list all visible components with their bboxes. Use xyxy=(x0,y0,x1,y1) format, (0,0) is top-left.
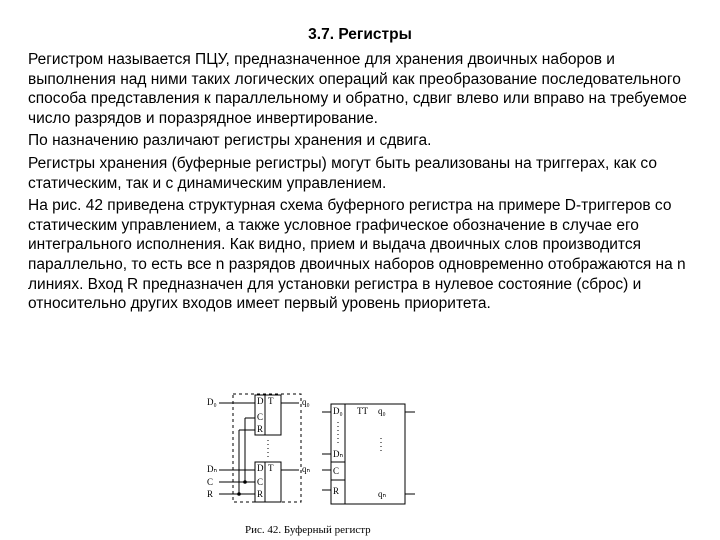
ff-bottom-t-label: T xyxy=(268,463,274,473)
symbol-tt-label: TT xyxy=(357,406,368,416)
symbol-r-label: R xyxy=(333,486,340,496)
ff-top-r-label: R xyxy=(257,424,264,434)
paragraph-definition: Регистром называется ПЦУ, предназначенное для хранения двоичных наборов и выполнения над ними таких логических операций как преобразование последовательного способа представления к параллельному и обратно, сдвиг влево или вправо на требуемое число разрядов и поразрядное инвертирование. xyxy=(28,51,687,127)
symbol-q0-label: q₀ xyxy=(378,406,386,416)
page-title: 3.7. Регистры xyxy=(308,26,412,43)
input-dn-label: Dₙ xyxy=(207,464,218,474)
output-q0-label: q₀ xyxy=(302,397,310,407)
paragraph-storage-registers: Регистры хранения (буферные регистры) могут быть реализованы на триггерах, как со статическим, так и с динамическим управлением. xyxy=(28,154,657,192)
symbol-dn-label: Dₙ xyxy=(333,449,344,459)
paragraph-purpose: По назначению различают регистры хранения и сдвига. xyxy=(28,132,432,150)
paragraph-figure-description: На рис. 42 приведена структурная схема буферного регистра на примере D-триггеров со статическим управлением, а также условное графическое обозначение в случае его интегрального исполнения. Как видно, прием и выдача двоичных слов производится параллельно, то есть все n разрядов двоичных наборов одновременно отображаются на n линиях. Вход R предназначен для установки регистра в нулевое состояние (сброс) и относительно других входов имеет первый уровень приоритета. xyxy=(28,197,686,313)
ff-bottom-d-label: D xyxy=(257,463,264,473)
buffer-register-figure xyxy=(205,390,445,520)
ff-bottom-c-label: C xyxy=(257,477,264,487)
ff-top-c-label: C xyxy=(257,412,264,422)
input-d0-label: D₀ xyxy=(207,397,217,407)
figure-caption: Рис. 42. Буферный регистр xyxy=(245,524,371,536)
output-qn-label: qₙ xyxy=(302,464,311,474)
symbol-d0-label: D₀ xyxy=(333,406,343,416)
input-r-label: R xyxy=(207,489,214,499)
ff-top-t-label: T xyxy=(268,396,274,406)
body-text xyxy=(28,50,700,317)
ff-bottom-r-label: R xyxy=(257,489,264,499)
symbol-qn-label: qₙ xyxy=(378,489,387,499)
input-c-label: C xyxy=(207,477,214,487)
ff-top-d-label: D xyxy=(257,396,264,406)
symbol-c-label: C xyxy=(333,466,340,476)
